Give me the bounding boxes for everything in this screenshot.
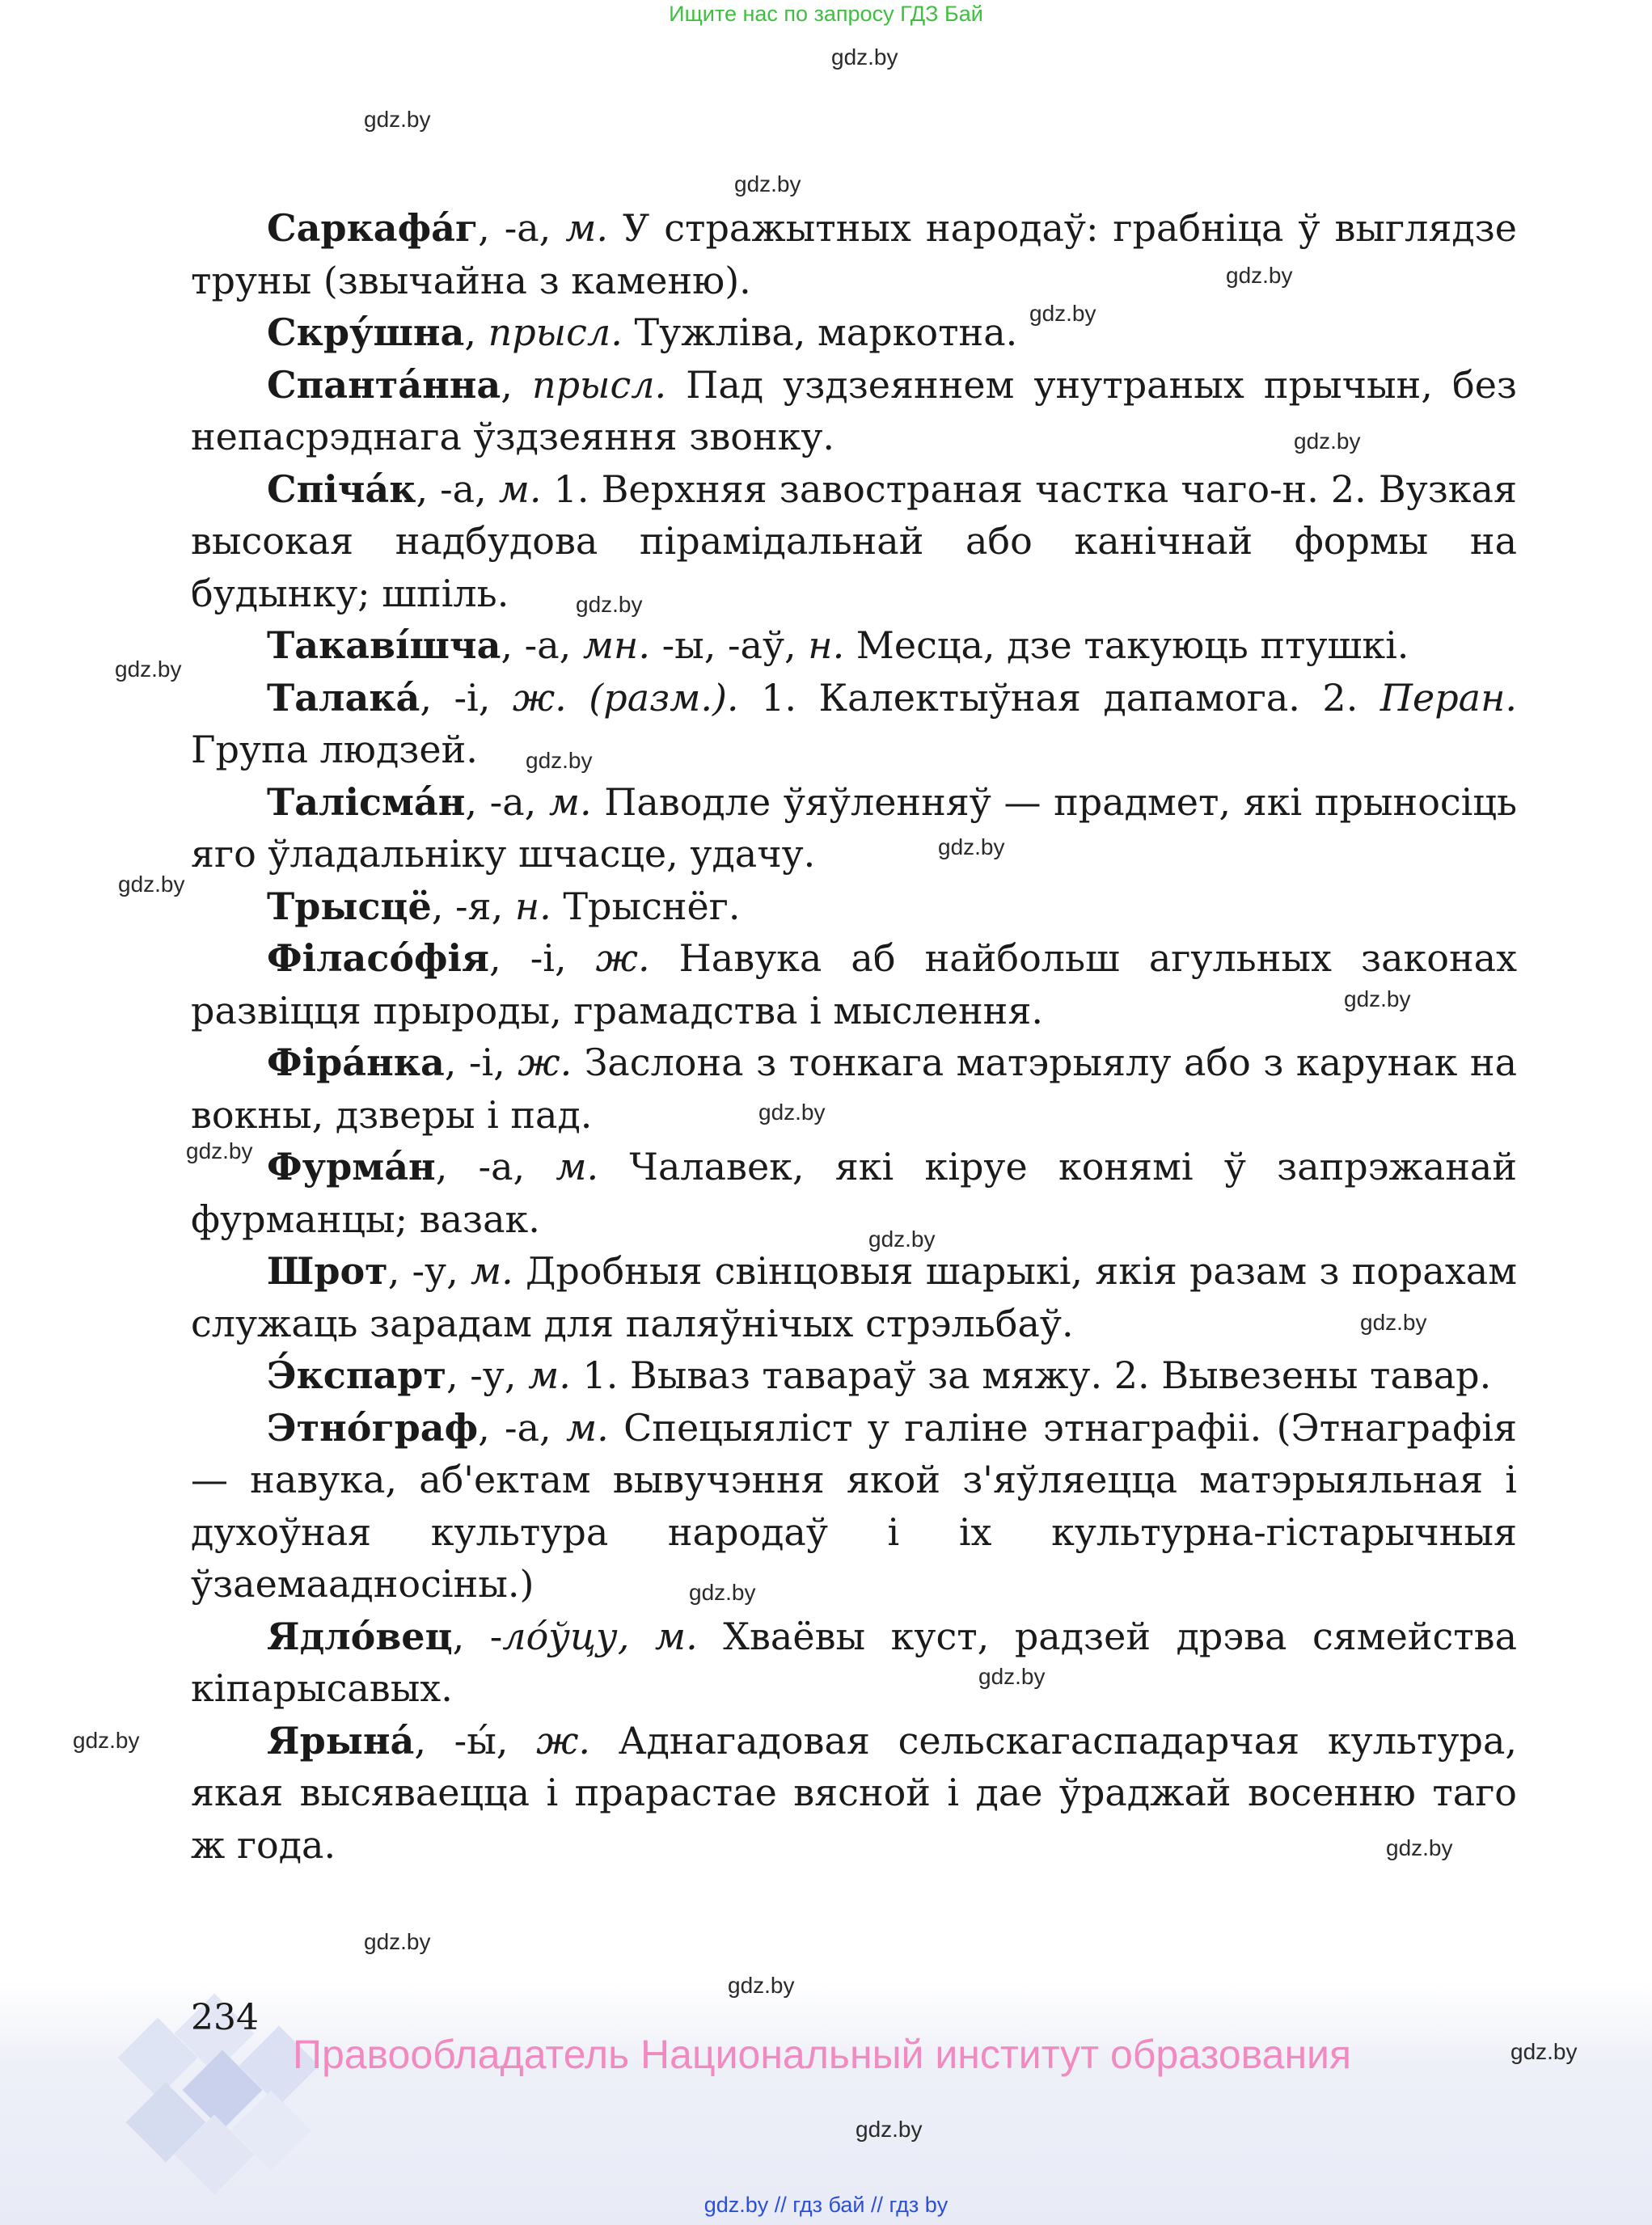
watermark: gdz.by bbox=[728, 1973, 795, 1998]
watermark: gdz.by bbox=[1344, 986, 1411, 1011]
watermark: gdz.by bbox=[831, 44, 898, 70]
watermark: gdz.by bbox=[1029, 301, 1096, 326]
entry-word: Спанта́нна bbox=[267, 362, 501, 407]
glossary-entry: Этно́граф, -а, м. Спецыяліст у галіне этнаграфіі. (Этнаграфія — навука, аб'ектам вывучэння якой з'яўляецца матэрыяльная і духоўная культура народаў і іх культурна-гістарычныя ўзаемаадносіны.) bbox=[191, 1405, 1517, 1606]
watermark: gdz.by bbox=[115, 657, 182, 682]
watermark: gdz.by bbox=[73, 1728, 140, 1753]
page-number: 234 bbox=[191, 1997, 259, 2038]
glossary-text bbox=[191, 202, 1517, 1871]
glossary-entry: Філасо́фія, -і, ж. Навука аб найбольш агульных законах развіцця прыроды, грамадства і мыслення. bbox=[191, 936, 1518, 1032]
entry-word: Э́кспарт bbox=[267, 1353, 446, 1397]
entry-word: Шрот bbox=[267, 1249, 388, 1293]
watermark: gdz.by bbox=[118, 872, 185, 897]
watermark: gdz.by bbox=[576, 592, 643, 617]
glossary-entry: Фіра́нка, -і, ж. Заслона з тонкага матэрыялу або з карунак на вокны, дзверы і пад. bbox=[191, 1041, 1517, 1137]
watermark: gdz.by bbox=[856, 2117, 923, 2142]
glossary-entry: Фурма́н, -а, м. Чалавек, які кіруе конямі ў запрэжанай фурманцы; вазак. bbox=[191, 1145, 1517, 1241]
entry-word: Спіча́к bbox=[267, 467, 416, 511]
entry-word: Трысцё bbox=[267, 884, 432, 928]
glossary-entry: Ядло́вец, -ло́ўцу, м. Хваёвы куст, радзей дрэва сямейства кіпарысавых. bbox=[191, 1614, 1517, 1710]
entry-word: Такаві́шча bbox=[267, 623, 501, 667]
entry-word: Талака́ bbox=[267, 675, 420, 720]
glossary-entry: Э́кспарт, -у, м. 1. Вываз тавараў за мяжу. 2. Вывезены тавар. bbox=[267, 1353, 1492, 1397]
watermark: gdz.by bbox=[1510, 2039, 1578, 2064]
top-banner[interactable]: Ищите нас по запросу ГДЗ Бай bbox=[669, 2, 983, 26]
watermark: gdz.by bbox=[526, 748, 593, 773]
bottom-links[interactable]: gdz.by // гдз бай // гдз by bbox=[703, 2193, 949, 2217]
glossary-entry: Такаві́шча, -а, мн. -ы, -аў, н. Месца, дзе такуюць птушкі. bbox=[267, 623, 1409, 667]
watermark: gdz.by bbox=[734, 171, 801, 196]
rights-holder-text: Правообладатель Национальный институт образования bbox=[293, 2032, 1352, 2077]
watermark: gdz.by bbox=[1386, 1835, 1453, 1860]
glossary-entry: Талісма́н, -а, м. Паводле ўяўленняў — прадмет, які прыносіць яго ўладальніку шчасце, удачу. bbox=[191, 779, 1517, 876]
entry-word: Фіра́нка bbox=[267, 1041, 445, 1084]
entry-word: Ядло́вец bbox=[267, 1614, 453, 1658]
glossary-entry: Скру́шна, прысл. Тужліва, маркотна. bbox=[267, 310, 1018, 354]
watermark: gdz.by bbox=[364, 107, 431, 132]
watermark: gdz.by bbox=[186, 1138, 253, 1163]
glossary-entry: Саркафа́г, -а, м. У стражытных народаў: грабніца ў выглядзе труны (звычайна з каменю). bbox=[191, 206, 1517, 302]
watermark: gdz.by bbox=[1294, 429, 1361, 454]
watermark: gdz.by bbox=[938, 834, 1005, 859]
watermark: gdz.by bbox=[758, 1100, 826, 1125]
entry-word: Ярына́ bbox=[267, 1718, 415, 1763]
watermark: gdz.by bbox=[1226, 263, 1293, 288]
glossary-entry: Ярына́, -ы́, ж. Аднагадовая сельскагаспадарчая культура, якая высяваецца і прарастае вясной і дае ўраджай восенню таго ж года. bbox=[191, 1718, 1517, 1867]
glossary-entry: Шрот, -у, м. Дробныя свінцовыя шарыкі, якія разам з порахам служаць зарадам для паляўнічых стрэльбаў. bbox=[191, 1249, 1518, 1345]
watermark: gdz.by bbox=[364, 1929, 431, 1954]
entry-word: Саркафа́г bbox=[267, 206, 479, 250]
entry-word: Талісма́н bbox=[267, 779, 466, 824]
watermark: gdz.by bbox=[978, 1664, 1046, 1689]
glossary-entry: Трысцё, -я, н. Трыснёг. bbox=[267, 884, 741, 928]
watermark: gdz.by bbox=[689, 1580, 756, 1605]
watermark: gdz.by bbox=[1360, 1310, 1427, 1335]
entry-word: Фурма́н bbox=[267, 1145, 436, 1188]
glossary-entry: Спіча́к, -а, м. 1. Верхняя завостраная частка чаго-н. 2. Вузкая высокая надбудова пірамідальнай або канічнай формы на будынку; шпіль. bbox=[191, 467, 1517, 615]
watermark: gdz.by bbox=[868, 1226, 936, 1252]
entry-word: Этно́граф bbox=[267, 1405, 479, 1450]
entry-word: Філасо́фія bbox=[267, 936, 489, 980]
glossary-entry: Талака́, -і, ж. (разм.). 1. Калектыўная дапамога. 2. Перан. Група людзей. bbox=[191, 675, 1517, 771]
glossary-entry: Спанта́нна, прысл. Пад уздзеяннем унутраных прычын, без непасрэднага ўздзеяння звонку. bbox=[191, 362, 1518, 458]
entry-word: Скру́шна bbox=[267, 310, 465, 354]
